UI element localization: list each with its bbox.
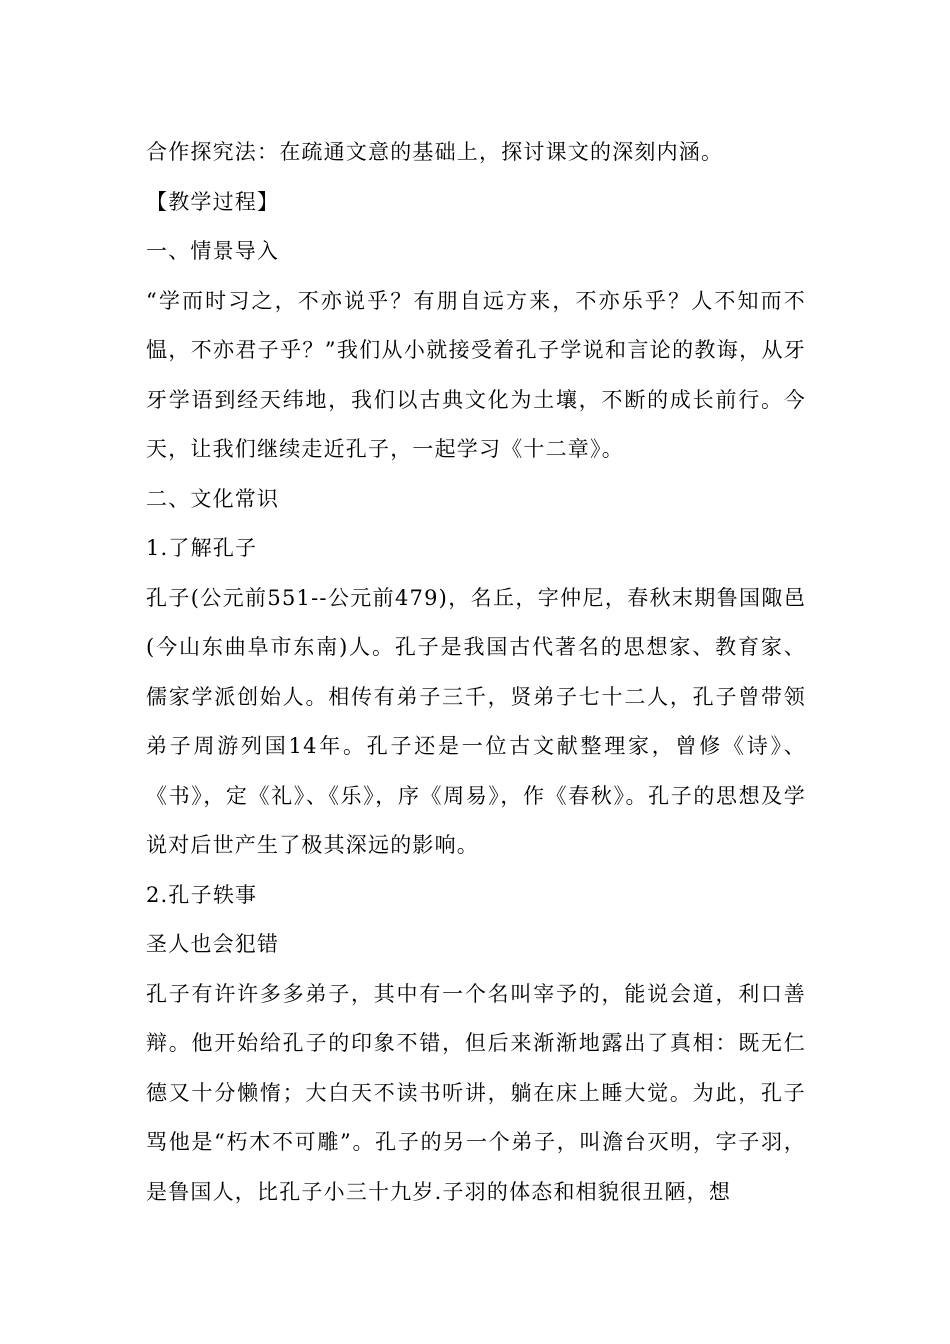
heading-know-confucius: 1.了解孔子 [146,536,258,560]
heading-scene-intro: 一、情景导入 [146,239,280,263]
paragraph-confucius-bio: 孔子(公元前551--公元前479)，名丘，字仲尼，春秋末期鲁国陬邑(今山东曲阜市东南)人。孔子是我国古代著名的思想家、教育家、儒家学派创始人。相传有弟子三千，贤弟子七十二人，孔子曾带领弟子周游列国14年。孔子还是一位古文献整理家，曾修《诗》、《书》，定《礼》、《乐》，序《周易》，作《春秋》。孔子的思想及学说对后世产生了极其深远的影响。 [146,585,806,857]
heading-teaching-process: 【教学过程】 [146,189,280,214]
document-body [146,128,806,1217]
paragraph-anecdote: 孔子有许许多多弟子，其中有一个名叫宰予的，能说会道，利口善辩。他开始给孔子的印象不错，但后来渐渐地露出了真相：既无仁德又十分懒惰；大白天不读书听讲，躺在床上睡大觉。为此，孔子骂他是“朽木不可雕”。孔子的另一个弟子，叫澹台灭明，字子羽，是鲁国人，比孔子小三十九岁.子羽的体态和相貌很丑陋，想 [146,981,806,1204]
heading-culture-knowledge: 二、文化常识 [146,486,280,511]
heading-sage-mistakes: 圣人也会犯错 [146,932,280,956]
paragraph-method: 合作探究法：在疏通文意的基础上，探讨课文的深刻内涵。 [146,140,724,164]
paragraph-intro: “学而时习之，不亦说乎？有朋自远方来，不亦乐乎？人不知而不愠，不亦君子乎？”我们从小就接受着孔子学说和言论的教诲，从牙牙学语到经天纬地，我们以古典文化为土壤，不断的成长前行。今天，让我们继续走近孔子，一起学习《十二章》。 [146,288,806,461]
heading-confucius-anecdotes: 2.孔子轶事 [146,882,258,907]
